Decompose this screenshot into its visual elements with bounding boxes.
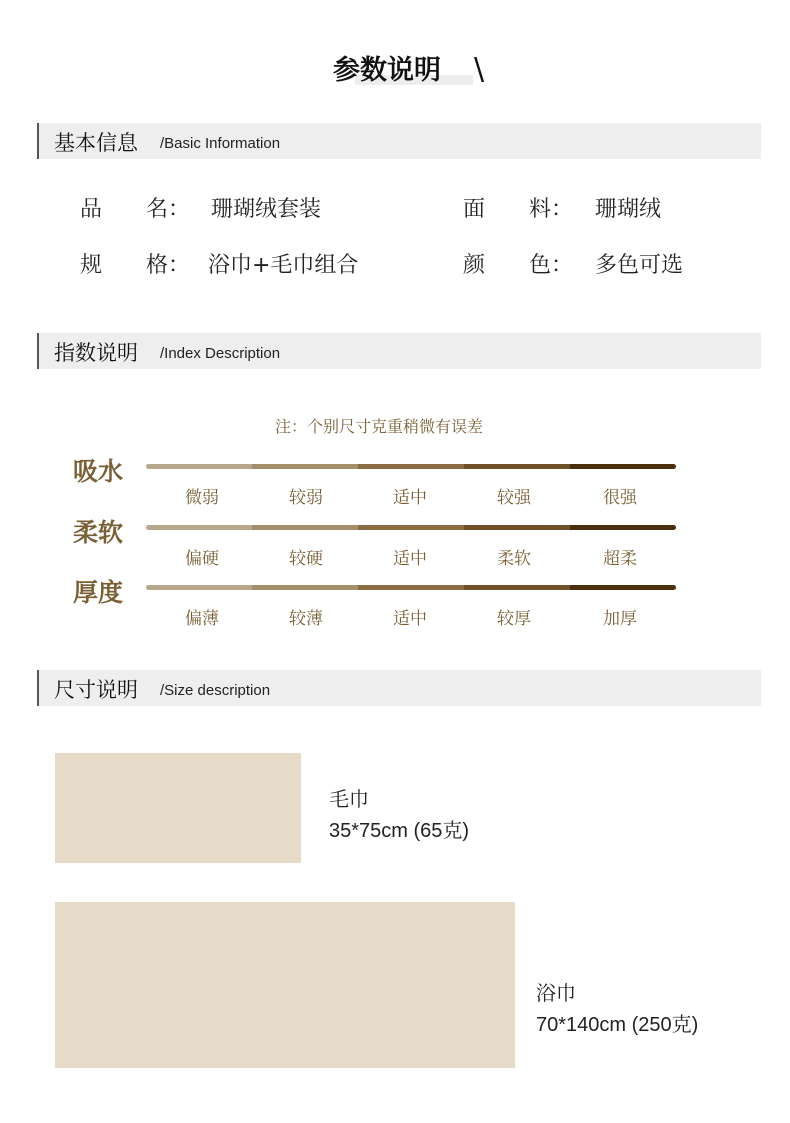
index-note: 注：个别尺寸克重稍微有误差 (274, 417, 483, 436)
scale-segment-3 (358, 525, 464, 530)
page-title (333, 48, 457, 94)
towel-dimensions: 35*75cm (65克) (329, 820, 470, 842)
title-slash-mark: \ (474, 52, 485, 87)
scale-segment-4 (464, 525, 570, 530)
scale-segment-2 (252, 525, 358, 530)
scale-segment-2 (252, 464, 358, 469)
info-value-color: 多色可选 (595, 253, 684, 278)
info-value-name: 珊瑚绒套装 (211, 197, 322, 222)
scale-segment-5 (570, 585, 676, 590)
section-title-zh: 尺寸说明 (54, 678, 138, 702)
scale-segment-5 (570, 525, 676, 530)
section-title-en: /Size description (160, 682, 271, 699)
info-value-spec: 浴巾+毛巾组合 (208, 253, 359, 278)
bath-towel-name: 浴巾 (536, 981, 576, 1005)
scale-segment-3 (358, 585, 464, 590)
scale-segment-2 (252, 585, 358, 590)
scale-segment-4 (464, 585, 570, 590)
bath-towel-size-swatch (55, 902, 515, 1068)
section-title-zh: 指数说明 (54, 341, 138, 365)
section-title-zh: 基本信息 (54, 131, 138, 155)
metric-label-softness: 柔软 (73, 518, 124, 547)
level-label: 偏薄 (185, 609, 219, 629)
info-row-1 (0, 192, 790, 228)
metric-scale-bar (146, 585, 676, 590)
metric-scale-bar (146, 464, 676, 469)
info-key-material: 面 料： (463, 197, 574, 222)
level-label: 较弱 (289, 488, 323, 508)
bath-towel-dimensions: 70*140cm (250克) (536, 1014, 699, 1036)
page-title-wrap (0, 48, 790, 98)
info-row-2 (0, 248, 790, 284)
scale-segment-1 (146, 525, 252, 530)
level-label: 适中 (393, 549, 427, 569)
info-key-spec: 规 格： (80, 253, 191, 278)
level-label: 适中 (393, 488, 427, 508)
level-label: 较强 (497, 488, 531, 508)
level-label: 微弱 (185, 488, 219, 508)
scale-segment-3 (358, 464, 464, 469)
level-label: 超柔 (603, 549, 637, 569)
level-label: 很强 (603, 488, 637, 508)
scale-segment-1 (146, 585, 252, 590)
scale-segment-1 (146, 464, 252, 469)
level-label: 较厚 (497, 609, 531, 629)
scale-segment-5 (570, 464, 676, 469)
page-title-text: 参数说明 (333, 55, 441, 86)
level-label: 适中 (393, 609, 427, 629)
level-label: 柔软 (497, 549, 531, 569)
section-title-en: /Index Description (160, 345, 281, 362)
level-label: 加厚 (603, 609, 637, 629)
info-value-material: 珊瑚绒 (595, 197, 662, 222)
info-key-color: 颜 色： (463, 253, 574, 278)
towel-name: 毛巾 (329, 787, 369, 811)
towel-size-swatch (55, 753, 301, 863)
scale-segment-4 (464, 464, 570, 469)
level-label: 较硬 (289, 549, 323, 569)
section-bar-basic (37, 123, 761, 159)
section-bar-size (37, 670, 761, 706)
section-bar-index (37, 333, 761, 369)
metric-label-absorbency: 吸水 (73, 457, 124, 486)
level-label: 偏硬 (185, 549, 219, 569)
info-key-name: 品 名： (80, 197, 191, 222)
metric-scale-bar (146, 525, 676, 530)
section-title-en: /Basic Information (160, 135, 281, 152)
level-label: 较薄 (289, 609, 323, 629)
metric-label-thickness: 厚度 (73, 578, 124, 607)
